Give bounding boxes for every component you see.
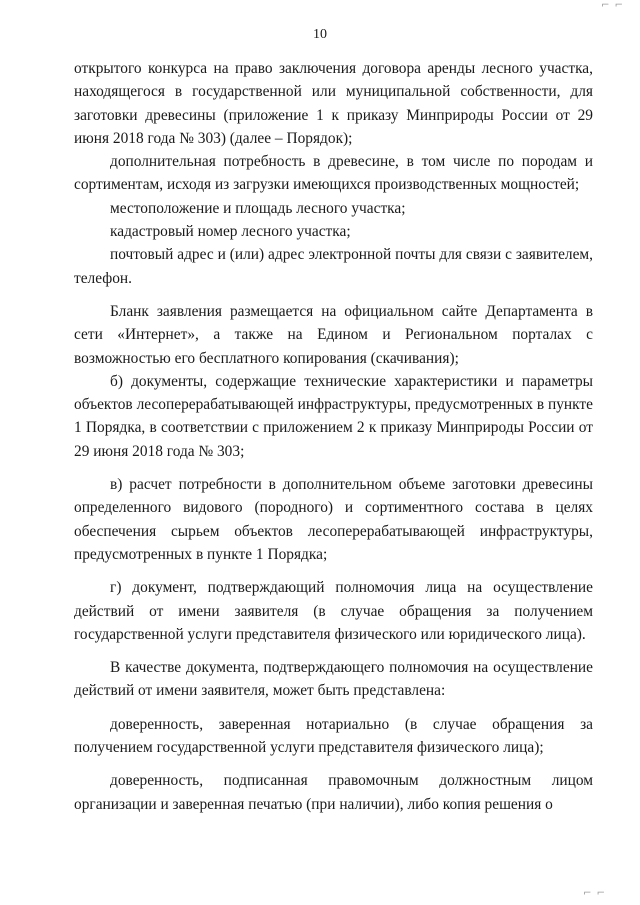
paragraph-contact-address: почтовый адрес и (или) адрес электронной почты для связи с заявителем, телефон. (74, 246, 593, 287)
paragraph-item-g: г) документ, подтверждающий полномочия лица на осуществление действий от имени заявителя (в случае обращения за получением государственной услуги представителя физического или юридического лица). (74, 579, 593, 643)
paragraph-additional-need: дополнительная потребность в древесине, в том числе по породам и сортиментам, исходя из загрузки имеющихся производственных мощностей; (74, 153, 593, 194)
paragraph-cadastral-number: кадастровый номер лесного участка; (110, 223, 351, 241)
paragraph-location-area: местоположение и площадь лесного участка; (110, 199, 406, 217)
paragraph-continuation: открытого конкурса на право заключения договора аренды лесного участка, находящегося в государственной или муниципальной собственности, для заготовки древесины (приложение 1 к приказу Минприроды России от 29 июня 2018 года № 303) (далее – Порядок); (74, 60, 593, 147)
scan-corner-mark-top: ⌐ ⌐ (601, 0, 624, 11)
paragraph-authority-document: В качестве документа, подтверждающего полномочия на осуществление действий от имени заявителя, может быть представлена: (74, 659, 593, 700)
paragraph-notarized-proxy: доверенность, заверенная нотариально (в случае обращения за получением государственной услуги представителя физического лица); (74, 715, 593, 757)
paragraph-application-form: Бланк заявления размещается на официальном сайте Департамента в сети «Интернет», а также на Едином и Региональном порталах с возможностью его бесплатного копирования (скачивания); (74, 302, 593, 367)
page-number: 10 (313, 27, 327, 42)
scan-corner-mark-bottom: ⌐ ⌐ (583, 888, 606, 899)
paragraph-item-v: в) расчет потребности в дополнительном объеме заготовки древесины определенного видового (породного) и сортиментного состава в целях обеспечения сырьем объектов лесоперерабатывающей инфраструктуры, предусмотренных в пункте 1 Порядка; (74, 476, 593, 563)
paragraph-signed-proxy: доверенность, подписанная правомочным должностным лицом организации и заверенная печатью (при наличии), либо копия решения о (74, 772, 593, 813)
page-body (74, 57, 593, 816)
paragraph-item-b: б) документы, содержащие технические характеристики и параметры объектов лесоперерабатывающей инфраструктуры, предусмотренных в пункте 1 Порядка, в соответствии с приложением 2 к приказу Минприроды России от 29 июня 2018 года № 303; (74, 372, 593, 460)
